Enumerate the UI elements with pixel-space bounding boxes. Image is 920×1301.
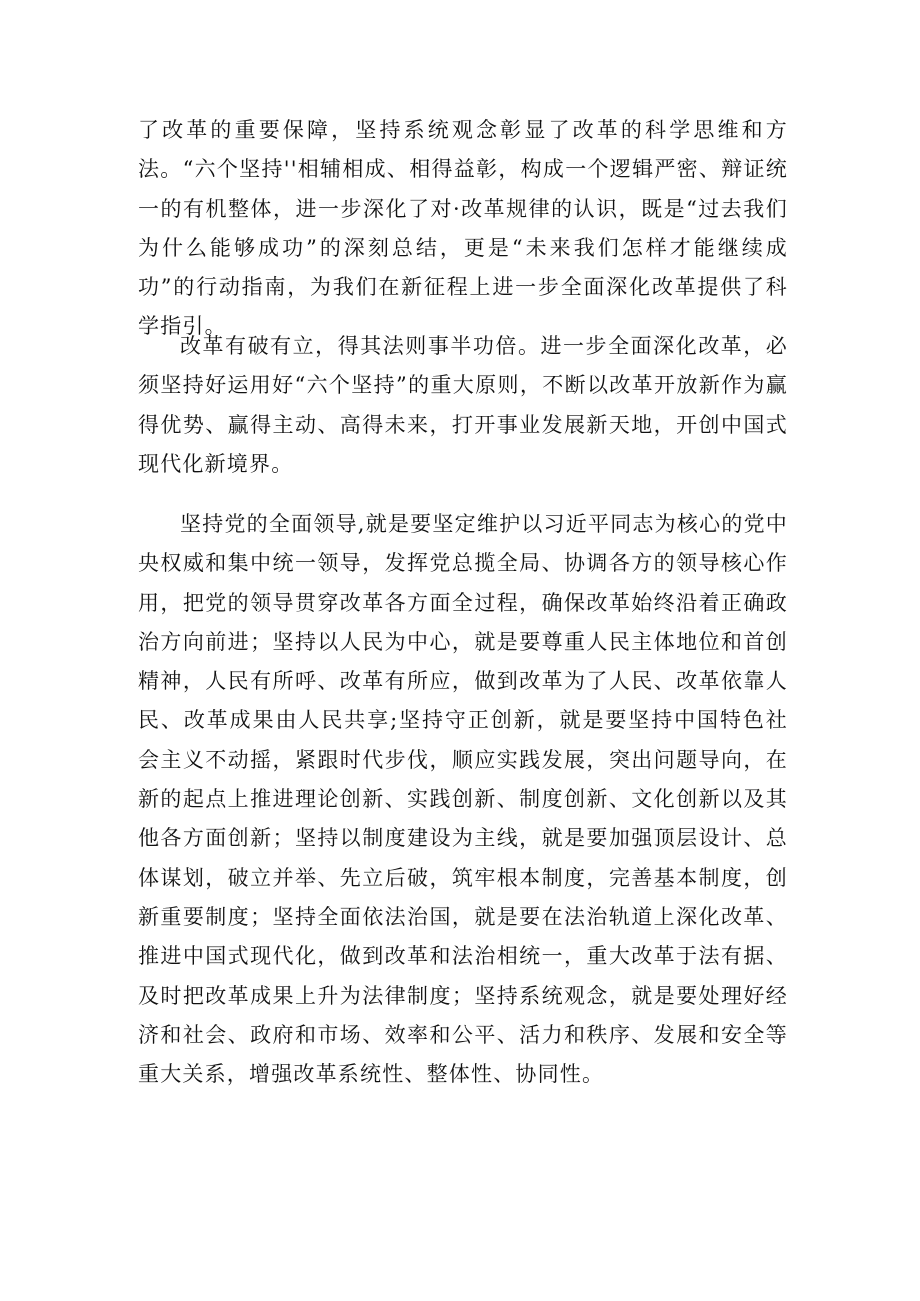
- paragraph-block-continuation: [138, 111, 788, 347]
- paragraph-block-six-principles: [138, 505, 788, 1094]
- paragraph-3: 坚持党的全面领导,就是要坚定维护以习近平同志为核心的党中央权威和集中统一领导，发挥党总揽全局、协调各方的领导核心作用，把党的领导贯穿改革各方面全过程，确保改革始终沿着正确政治方向前进；坚持以人民为中心，就是要尊重人民主体地位和首创精神，人民有所呼、改革有所应，做到改革为了人民、改革依靠人民、改革成果由人民共享;坚持守正创新，就是要坚持中国特色社会主义不动摇，紧跟时代步伐，顺应实践发展，突出问题导向，在新的起点上推进理论创新、实践创新、制度创新、文化创新以及其他各方面创新；坚持以制度建设为主线，就是要加强顶层设计、总体谋划，破立并举、先立后破，筑牢根本制度，完善基本制度，创新重要制度；坚持全面依法治国，就是要在法治轨道上深化改革、推进中国式现代化，做到改革和法治相统一，重大改革于法有据、及时把改革成果上升为法律制度；坚持系统观念，就是要处理好经济和社会、政府和市场、效率和公平、活力和秩序、发展和安全等重大关系，增强改革系统性、整体性、协同性。: [138, 512, 788, 1087]
- paragraph-2: 改革有破有立，得其法则事半功倍。进一步全面深化改革，必须坚持好运用好“六个坚持”的重大原则，不断以改革开放新作为赢得优势、赢得主动、高得未来，打开事业发展新天地，开创中国式现代化新境界。: [138, 334, 788, 476]
- paragraph-1: 了改革的重要保障，坚持系统观念彰显了改革的科学思维和方法。“六个坚持''相辅相成、相得益彰，构成一个逻辑严密、辩证统一的有机整体，进一步深化了对·改革规律的认识，既是“过去我们为什么能够成功”的深刻总结，更是“未来我们怎样才能继续成功”的行动指南，为我们在新征程上进一步全面深化改革提供了科学指引。: [138, 118, 788, 339]
- paragraph-block-principles: [138, 327, 788, 484]
